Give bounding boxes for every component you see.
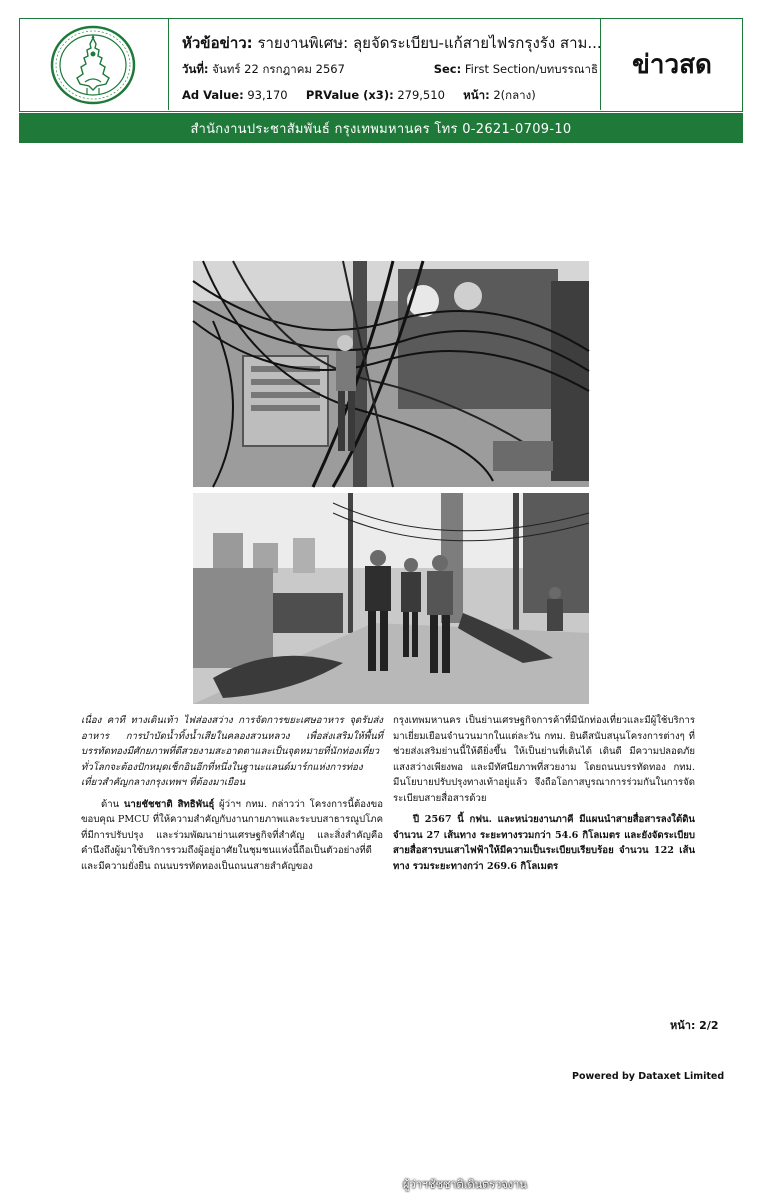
clipping-header: [19, 18, 743, 112]
ad-value-label: Ad Value:: [182, 88, 244, 102]
article-column-left: [81, 713, 383, 880]
headline-label: หัวข้อข่าว:: [182, 34, 253, 52]
section-info: [434, 61, 598, 79]
ad-value: 93,170: [247, 88, 288, 102]
governor-name: นายชัชชาติ สิทธิพันธุ์: [123, 798, 215, 810]
headline-row: [182, 31, 602, 55]
article-text: ผู้ว่าฯ กทม. กล่าวว่า โครงการนี้ต้องขอขอบคุณ PMCU ที่ให้ความสำคัญกับงานกายภาพและระบบสาธารณูปโภคที่มีการปรับปรุง และร่วมพัฒนาย่านเศรษฐกิจที่สำคัญ และสิ่งสำคัญคือ คำนึงถึงผู้มาใช้บริการรวมถึงผู้อยู่อาศัยในชุมชนแห่งนี้ถือเป็นตัวอย่างที่ดีและมีความยั่งยืน ถนนบรรทัดทองเป็นถนนสายสำคัญของ: [81, 798, 383, 872]
section-value: First Section/บทบรรณาธิ: [464, 62, 598, 76]
article-column-right: [393, 713, 695, 880]
page-value: 2(กลาง): [493, 88, 536, 102]
article-paragraph: [81, 797, 383, 875]
value-row: [182, 87, 536, 105]
powered-by: Powered by Dataxet Limited: [572, 1071, 725, 1082]
date-row: [182, 61, 598, 79]
page-indicator: หน้า: 2/2: [670, 1019, 719, 1032]
pr-value-label: PRValue (x3):: [305, 88, 394, 102]
pr-office-band: สำนักงานประชาสัมพันธ์ กรุงเทพมหานคร โทร 0-2621-0709-10: [19, 113, 743, 143]
news-type-label: ข่าวสด: [632, 50, 712, 80]
headline-text: รายงานพิเศษ: ลุยจัดระเบียบ-แก้สายไฟรกรุงรัง สาม...: [257, 34, 602, 52]
article-text: ด้าน: [101, 798, 124, 810]
clipping-info: [170, 19, 601, 110]
article-paragraph: เนื่อง คาที ทางเดินเท้า ไฟส่องสว่าง การจัดการขยะเศษอาหาร จุดรับส่งอาหาร การบำบัดน้ำทิ้งน้ำเสียในคลองสวนหลวง เพื่อส่งเสริมให้พื้นที่บรรทัดทองมีศักยภาพที่ดีสวยงามสะอาดตาและเป็นจุดหมายที่นักท่องเที่ยวทั่วโลกจะต้องปักหมุดเช็กอินอีกที่หนึ่งในฐานะแลนด์มาร์กแห่งการท่องเที่ยวสำคัญกลางกรุงเทพฯ ที่ต้องมาเยือน: [81, 715, 383, 789]
article-paragraph: ปี 2567 นี้ กฟน. และหน่วยงานภาคี มีแผนนำสายสื่อสารลงใต้ดิน จำนวน 27 เส้นทาง ระยะทางรวมกว่า 54.6 กิโลเมตร และยังจัดระเบียบสายสื่อสารบนเสาไฟฟ้าให้มีความเป็นระเบียบเรียบร้อย จำนวน 122 เส้นทาง รวมระยะทางกว่า 269.6 กิโลเมตร: [393, 814, 695, 872]
page-label: หน้า:: [463, 88, 490, 102]
section-label: Sec:: [433, 62, 462, 76]
date-value: จันทร์ 22 กรกฎาคม 2567: [212, 62, 345, 76]
article-paragraph: กรุงเทพมหานคร เป็นย่านเศรษฐกิจการค้าที่มีนักท่องเที่ยวและมีผู้ใช้บริการมาเยี่ยมเยือนจำนวนมากในแต่ละวัน กทม. ยินดีสนับสนุนโครงการต่างๆ ที่ช่วยส่งเสริมย่านนี้ให้ดียิ่งขึ้น ให้เป็นย่านที่เดินได้ เดินดี มีความปลอดภัย แสงสว่างเพียงพอ และมีทัศนียภาพที่สวยงาม โดยถนนบรรทัดทอง กทม. มีนโยบายปรับปรุงทางเท้าอยู่แล้ว จึงถือโอกาสบูรณาการร่วมกันในการจัดระเบียบสายสื่อสารด้วย: [393, 715, 695, 804]
photo-caption: ผู้ว่าฯชัชชาติเดินตรวจงาน: [403, 1178, 527, 1191]
pr-value: 279,510: [397, 88, 445, 102]
bma-seal-logo: [49, 24, 137, 106]
photo-tangled-wires: [193, 261, 589, 487]
date-label: วันที่:: [182, 62, 209, 76]
logo-cell: [20, 19, 169, 110]
